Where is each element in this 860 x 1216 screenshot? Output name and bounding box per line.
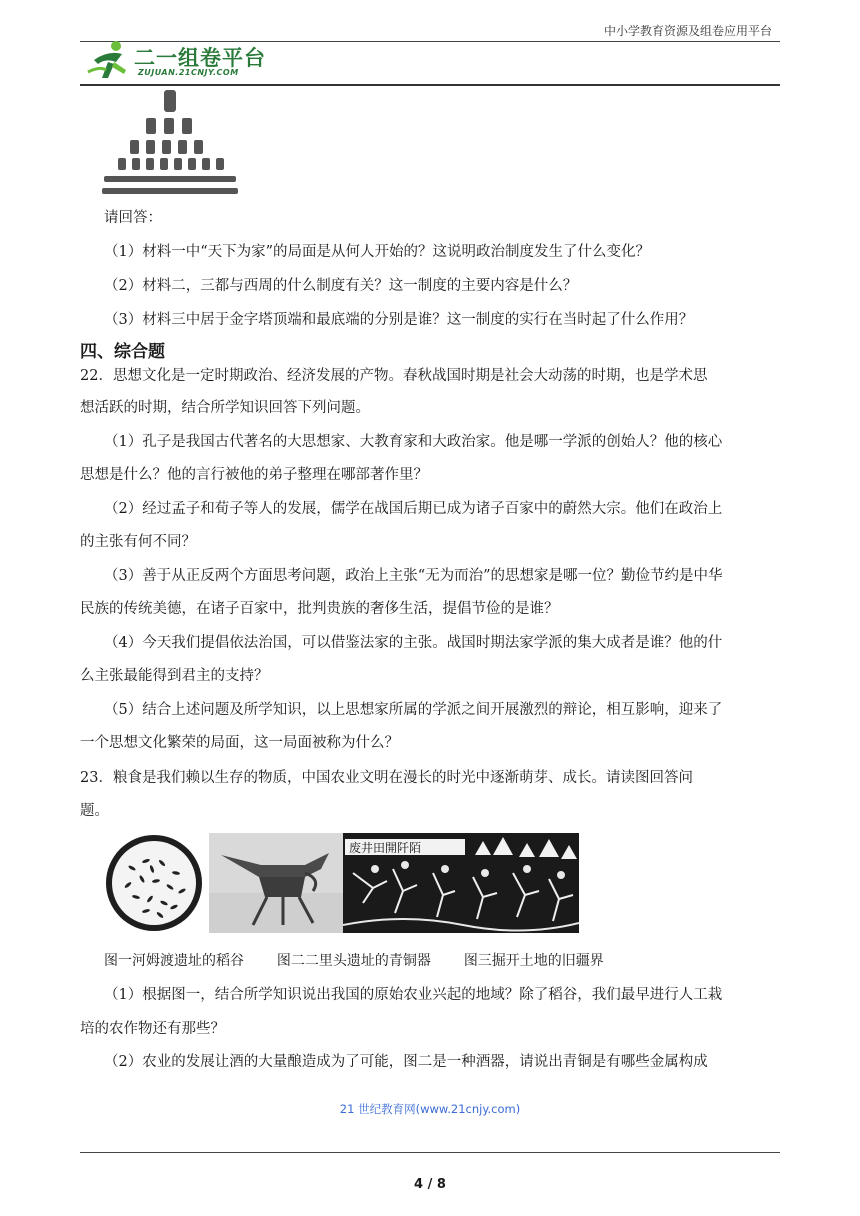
q23-stem-line-2: 题。 xyxy=(80,803,109,819)
runner-logo-icon xyxy=(86,40,134,82)
q22-stem-line-2: 想活跃的时期，结合所学知识回答下列问题。 xyxy=(80,400,370,416)
q22-item-3-line-1: （3）善于从正反两个方面思考问题，政治上主张“无为而治”的思想家是哪一位？勤俭节约是中华 xyxy=(104,568,723,584)
woodcut-title: 废井田開阡陌 xyxy=(349,841,422,855)
q22-item-5-line-1: （5）结合上述问题及所学知识，以上思想家所属的学派之间开展激烈的辩论，相互影响，迎来了 xyxy=(104,702,723,718)
q22-item-4-line-2: 么主张最能得到君主的支持？ xyxy=(80,668,269,684)
footer-link[interactable]: 21 世纪教育网(www.21cnjy.com) xyxy=(339,1102,521,1116)
caption-figure-3: 图三掘开土地的旧疆界 xyxy=(463,953,604,969)
q23-stem-line-1: 23．粮食是我们赖以生存的物质，中国农业文明在漫长的时光中逐渐萌芽、成长。请读图回答问 xyxy=(80,770,693,786)
q23-item-1-line-2: 培的农作物还有那些？ xyxy=(80,1021,225,1037)
q21-prompt: 请回答： xyxy=(104,210,162,226)
q23-item-2-line-1: （2）农业的发展让酒的大量酿造成为了可能，图二是一种酒器，请说出青铜是有哪些金属构成 xyxy=(104,1054,708,1070)
bronze-vessel-image xyxy=(209,833,343,933)
section-title: 四、综合题 xyxy=(80,342,165,362)
q21-item-3: （3）材料三中居于金字塔顶端和最底端的分别是谁？这一制度的实行在当时起了什么作用？ xyxy=(104,312,694,328)
q21-item-2: （2）材料二，三都与西周的什么制度有关？这一制度的主要内容是什么？ xyxy=(104,278,578,294)
caption-figure-2: 图二二里头遗址的青铜器 xyxy=(276,953,431,969)
platform-name: 中小学教育资源及组卷应用平台 xyxy=(603,24,772,38)
header-divider-bottom xyxy=(80,84,780,86)
q22-item-2-line-1: （2）经过孟子和荀子等人的发展，儒学在战国后期已成为诸子百家中的蔚然大宗。他们在政治上 xyxy=(104,501,723,517)
caption-figure-1: 图一河姆渡遗址的稻谷 xyxy=(104,953,244,969)
logo-subtext: ZUJUAN.21CNJY.COM xyxy=(138,68,239,77)
q22-item-5-line-2: 一个思想文化繁荣的局面，这一局面被称为什么？ xyxy=(80,735,399,751)
pyramid-figure xyxy=(100,88,240,200)
q22-stem-line-1: 22．思想文化是一定时期政治、经济发展的产物。春秋战国时期是社会大动荡的时期，也是学术思 xyxy=(80,368,708,384)
q22-item-1-line-2: 思想是什么？他的言行被他的弟子整理在哪部著作里？ xyxy=(80,467,428,483)
site-logo[interactable] xyxy=(86,40,276,82)
footer-divider xyxy=(80,1152,780,1153)
q23-item-1-line-1: （1）根据图一，结合所学知识说出我国的原始农业兴起的地域？除了稻谷，我们最早进行人工栽 xyxy=(104,987,723,1003)
figure-captions xyxy=(104,950,604,970)
woodcut-image xyxy=(343,833,579,933)
q22-item-4-line-1: （4）今天我们提倡依法治国，可以借鉴法家的主张。战国时期法家学派的集大成者是谁？他的什 xyxy=(104,635,723,651)
q22-item-1-line-1: （1）孔子是我国古代著名的大思想家、大教育家和大政治家。他是哪一学派的创始人？他的核心 xyxy=(104,434,723,450)
q22-item-3-line-2: 民族的传统美德，在诸子百家中，批判贵族的奢侈生活，提倡节俭的是谁？ xyxy=(80,601,559,617)
logo-text: 二一组卷平台 xyxy=(134,46,266,70)
rice-grains-image xyxy=(102,833,206,933)
q22-item-2-line-2: 的主张有何不同？ xyxy=(80,534,196,550)
page-number: 4 / 8 xyxy=(414,1177,446,1192)
q21-item-1: （1）材料一中“天下为家”的局面是从何人开始的？这说明政治制度发生了什么变化？ xyxy=(104,244,651,260)
